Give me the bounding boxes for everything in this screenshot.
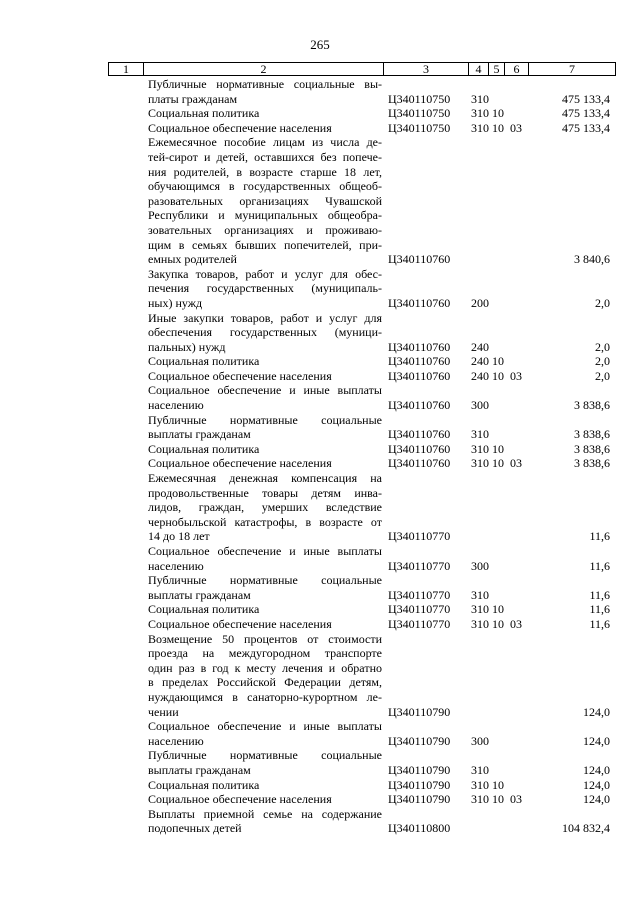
row-name [148,354,382,369]
row-name-line: Иные закупки товаров, работ и услуг для [148,310,382,325]
row-name-line: Публичные нормативные социальные [148,748,382,763]
row-name-line: емных родителей [148,252,237,267]
table-row [0,77,640,106]
row-code: Ц340110750 [388,91,451,106]
row-name [148,573,382,602]
row-subsection: 03 [510,456,522,471]
table-row [0,413,640,442]
row-name-line: населению [148,558,204,573]
table-row [0,778,640,793]
row-name-line: разовательных организациях Чувашской [148,193,382,208]
row-sum: 11,6 [589,587,610,602]
row-sum: 475 133,4 [562,91,610,106]
row-section: 10 [492,616,504,631]
table-row [0,311,640,355]
table-row [0,632,640,720]
row-subsection: 03 [510,792,522,807]
table-row [0,471,640,544]
table-row [0,121,640,136]
row-name-line: Публичные нормативные социальные вы- [148,77,382,91]
table-row [0,544,640,573]
row-name [148,311,382,355]
row-name-line: чернобыльской катастрофы, в возрасте от [148,514,382,529]
header-col-3: 3 [384,63,469,75]
row-expense-type: 310 [471,762,489,777]
row-expense-type: 200 [471,295,489,310]
row-name-line: Социальное обеспечение населения [148,616,332,631]
row-code: Ц340110790 [388,704,451,719]
row-name-line: Социальное обеспечение населения [148,456,332,471]
header-col-4: 4 [469,63,489,75]
row-sum: 11,6 [589,529,610,544]
row-name-line: Социальная политика [148,441,260,456]
row-sum: 475 133,4 [562,120,610,135]
row-name-line: Ежемесячная денежная компенсация на [148,471,382,486]
table-row [0,807,640,836]
row-code: Ц340110760 [388,368,451,383]
table-row [0,573,640,602]
row-name-line: Публичные нормативные социальные [148,573,382,588]
row-code: Ц340110760 [388,252,451,267]
row-name-line: Социальное обеспечение населения [148,368,332,383]
table-row [0,748,640,777]
row-code: Ц340110790 [388,792,451,807]
row-section: 10 [492,120,504,135]
table-row [0,719,640,748]
row-name-line: Социальная политика [148,602,260,617]
row-name-line: ных) нужд [148,295,203,310]
row-name-line: обучающимся в государственных общеоб- [148,179,382,194]
row-code: Ц340110760 [388,295,451,310]
row-name [148,632,382,720]
row-expense-type: 310 [471,441,489,456]
table-row [0,456,640,471]
row-name-line: Ежемесячное пособие лицам из числа де- [148,135,382,150]
row-code: Ц340110800 [388,821,451,836]
row-name [148,719,382,748]
row-name-line: Социальная политика [148,106,260,121]
row-expense-type: 310 [471,120,489,135]
row-code: Ц340110760 [388,441,451,456]
row-name [148,471,382,544]
row-sum: 124,0 [583,762,610,777]
row-name-line: ния родителей, в возрасте старше 18 лет, [148,164,382,179]
row-name [148,778,382,793]
row-expense-type: 310 [471,777,489,792]
row-name-line: выплаты гражданам [148,427,251,442]
row-code: Ц340110760 [388,354,451,369]
row-name [148,456,382,471]
table-row [0,442,640,457]
row-sum: 2,0 [595,368,610,383]
row-expense-type: 310 [471,792,489,807]
table-row [0,267,640,311]
row-code: Ц340110770 [388,558,451,573]
header-col-5: 5 [489,63,505,75]
row-name-line: чении [148,704,179,719]
row-expense-type: 310 [471,106,489,121]
row-sum: 124,0 [583,733,610,748]
row-expense-type: 310 [471,91,489,106]
row-name-line: в пределах Российской Федерации детям, [148,675,382,690]
row-name-line: Социальное обеспечение и иные выплаты [148,544,382,558]
row-name [148,792,382,807]
table-row [0,617,640,632]
row-name-line: зовательных организациях и проживаю- [148,222,382,237]
row-name-line: подопечных детей [148,821,242,836]
row-subsection: 03 [510,120,522,135]
row-name [148,369,382,384]
row-name-line: Социальное обеспечение населения [148,792,332,807]
row-name-line: щим в семьях бывших попечителей, при- [148,237,382,252]
row-name [148,544,382,573]
row-name-line: Возмещение 50 процентов от стоимости [148,631,382,646]
row-section: 10 [492,354,504,369]
row-code: Ц340110760 [388,339,451,354]
row-expense-type: 240 [471,368,489,383]
row-section: 10 [492,441,504,456]
row-name-line: Социальное обеспечение и иные выплаты [148,719,382,734]
row-name [148,602,382,617]
row-sum: 11,6 [589,616,610,631]
row-name-line: проезда на междугородном транспорте [148,646,382,661]
row-code: Ц340110760 [388,456,451,471]
row-sum: 124,0 [583,777,610,792]
row-name-line: лидов, граждан, умерших вследствие [148,500,382,515]
row-name [148,413,382,442]
row-section: 10 [492,106,504,121]
row-name [148,807,382,836]
header-col-1: 1 [109,63,144,75]
row-name [148,442,382,457]
row-expense-type: 310 [471,616,489,631]
row-sum: 3 838,6 [574,427,610,442]
table-header [108,62,616,76]
row-name-line: выплаты гражданам [148,587,251,602]
row-name-line: Республики и муниципальных общеобра- [148,208,382,223]
table-row [0,369,640,384]
row-sum: 3 838,6 [574,456,610,471]
header-col-7: 7 [569,62,575,76]
table-row [0,354,640,369]
row-name-line: нуждающимся в санаторно-курортном ле- [148,689,382,704]
table-row [0,792,640,807]
row-name-line: Социальная политика [148,354,260,369]
row-sum: 11,6 [589,558,610,573]
row-name-line: выплаты гражданам [148,762,251,777]
row-subsection: 03 [510,368,522,383]
row-code: Ц340110770 [388,529,451,544]
row-sum: 124,0 [583,704,610,719]
row-expense-type: 300 [471,558,489,573]
table-row [0,602,640,617]
row-section: 10 [492,456,504,471]
row-expense-type: 310 [471,587,489,602]
table-row [0,135,640,266]
row-name-line: 14 до 18 лет [148,529,210,544]
row-code: Ц340110770 [388,602,451,617]
row-name-line: один раз в год к месту лечения и обратно [148,660,382,675]
row-name [148,121,382,136]
row-sum: 3 838,6 [574,441,610,456]
row-sum: 2,0 [595,295,610,310]
row-name-line: населению [148,398,204,413]
row-code: Ц340110760 [388,427,451,442]
row-section: 10 [492,792,504,807]
row-expense-type: 240 [471,339,489,354]
row-sum: 11,6 [589,602,610,617]
row-name-line: Публичные нормативные социальные [148,412,382,427]
row-name-line: Социальное обеспечение населения [148,120,332,135]
row-expense-type: 300 [471,733,489,748]
row-code: Ц340110790 [388,733,451,748]
row-sum: 475 133,4 [562,106,610,121]
table-row [0,383,640,412]
row-expense-type: 300 [471,398,489,413]
row-name-line: пальных) нужд [148,339,226,354]
row-code: Ц340110770 [388,587,451,602]
table-row [0,106,640,121]
row-name-line: платы гражданам [148,91,238,106]
row-section: 10 [492,777,504,792]
row-code: Ц340110750 [388,106,451,121]
row-code: Ц340110750 [388,120,451,135]
row-name [148,383,382,412]
row-name [148,748,382,777]
header-col-2: 2 [144,63,384,75]
row-name-line: Социальная политика [148,777,260,792]
row-expense-type: 310 [471,602,489,617]
row-code: Ц340110770 [388,616,451,631]
row-sum: 3 840,6 [574,252,610,267]
row-name-line: печения государственных (муниципаль- [148,281,382,296]
row-expense-type: 240 [471,354,489,369]
row-name-line: обеспечения государственных (муници- [148,325,382,340]
row-section: 10 [492,368,504,383]
row-name-line: Социальное обеспечение и иные выплаты [148,383,382,398]
row-subsection: 03 [510,616,522,631]
row-name-line: Закупка товаров, работ и услуг для обес- [148,266,382,281]
row-sum: 3 838,6 [574,398,610,413]
row-sum: 104 832,4 [562,821,610,836]
row-name [148,617,382,632]
row-name [148,135,382,266]
row-name-line: населению [148,733,204,748]
row-name [148,106,382,121]
row-sum: 124,0 [583,792,610,807]
header-col-6: 6 [505,63,529,75]
row-section: 10 [492,602,504,617]
row-expense-type: 310 [471,427,489,442]
row-sum: 2,0 [595,339,610,354]
row-sum: 2,0 [595,354,610,369]
row-code: Ц340110760 [388,398,451,413]
row-name-line: тей-сирот и детей, оставшихся без попече- [148,149,382,164]
row-expense-type: 310 [471,456,489,471]
row-name [148,267,382,311]
table-body [0,77,640,836]
row-code: Ц340110790 [388,762,451,777]
page-number: 265 [310,37,330,52]
row-name-line: продовольственные товары детям инва- [148,485,382,500]
row-code: Ц340110790 [388,777,451,792]
row-name [148,77,382,106]
row-name-line: Выплаты приемной семье на содержание [148,806,382,821]
